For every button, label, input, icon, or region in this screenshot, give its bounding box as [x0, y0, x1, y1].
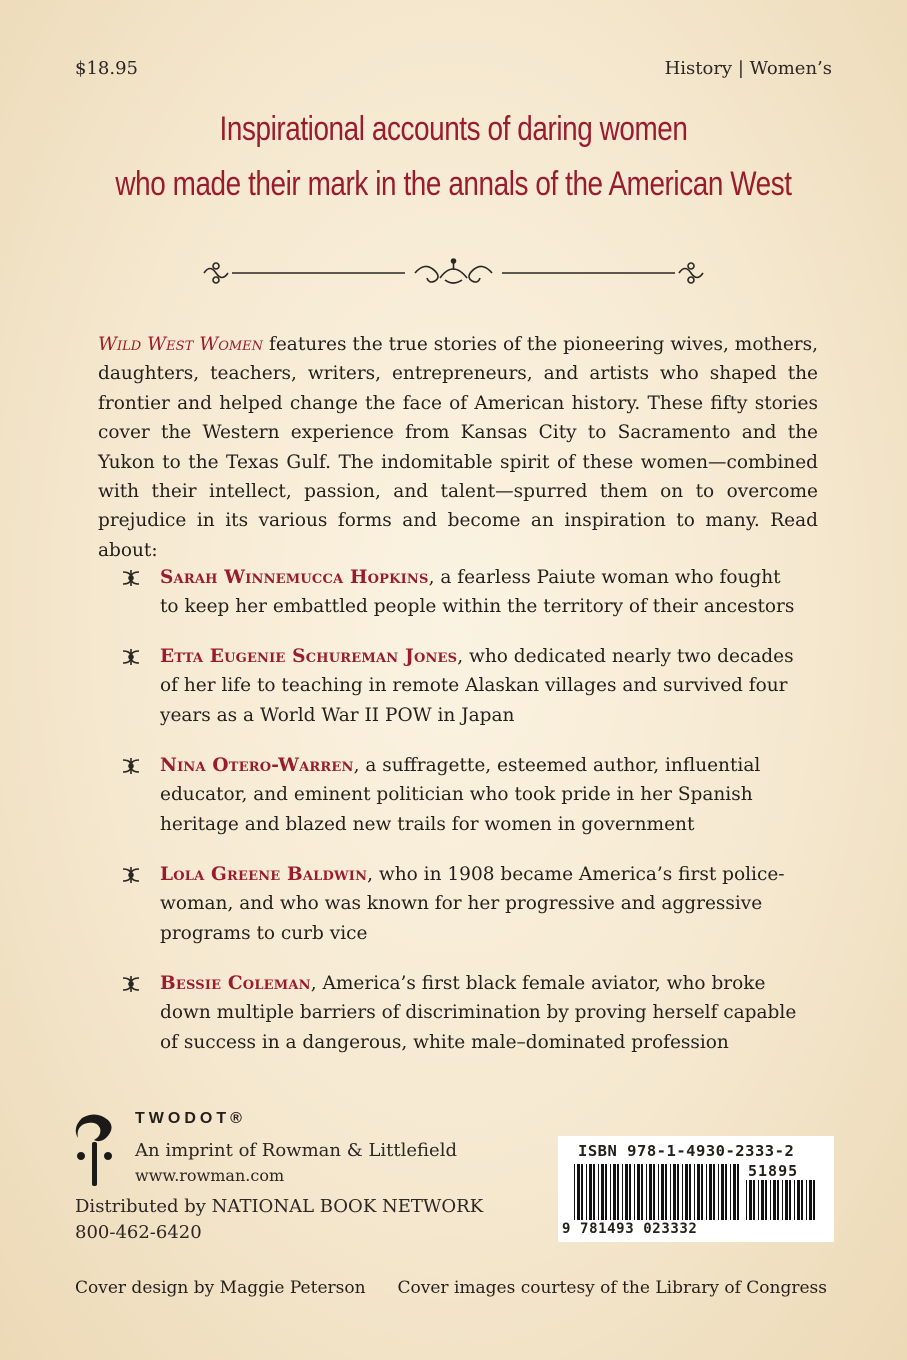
- woman-name: Bessie Coleman: [160, 973, 311, 994]
- fleuron-bullet-icon: [120, 567, 142, 589]
- twodot-logo-icon: [72, 1112, 118, 1190]
- intro-paragraph: [98, 330, 818, 565]
- cover-images-credit: Cover images courtesy of the Library of Congress: [397, 1278, 827, 1298]
- woman-name: Etta Eugenie Schureman Jones: [160, 646, 458, 667]
- ornamental-divider-icon: [200, 258, 707, 288]
- fleuron-bullet-icon: [120, 973, 142, 995]
- price-label: $18.95: [75, 58, 138, 79]
- list-item: [120, 969, 800, 1057]
- fleuron-bullet-icon: [120, 864, 142, 886]
- list-item: [120, 563, 800, 622]
- distributor-label: Distributed by NATIONAL BOOK NETWORK: [75, 1196, 484, 1217]
- woman-description: , a fearless Paiute woman who fought to keep her embattled people within the territory of their ancestors: [160, 567, 795, 618]
- price-code-label: 51895: [748, 1162, 799, 1180]
- headline-line-1: Inspirational accounts of daring women: [219, 110, 688, 148]
- woman-name: Lola Greene Baldwin: [160, 864, 368, 885]
- woman-name: Sarah Winnemucca Hopkins: [160, 567, 429, 588]
- book-title: Wild West Women: [98, 334, 264, 355]
- woman-name: Nina Otero-Warren: [160, 755, 354, 776]
- woman-description: , a suffragette, esteemed author, influential educator, and eminent politician who took pride in her Spanish heritage and blazed new trails for women in government: [160, 755, 761, 835]
- isbn-label: ISBN 978-1-4930-2333-2: [578, 1142, 795, 1160]
- cover-design-credit: Cover design by Maggie Peterson: [75, 1278, 366, 1298]
- website-link[interactable]: www.rowman.com: [135, 1166, 285, 1185]
- fleuron-bullet-icon: [120, 755, 142, 777]
- phone-number: 800-462-6420: [75, 1222, 202, 1243]
- woman-description: , America’s first black female aviator, who broke down multiple barriers of discrimination by proving herself capable of success in a dangerous, white male–dominated profession: [160, 973, 797, 1053]
- category-label: History | Women’s: [664, 58, 832, 79]
- list-item: [120, 642, 800, 730]
- price-barcode-bars: [746, 1180, 816, 1220]
- headline-line-2: who made their mark in the annals of the American West: [115, 165, 792, 203]
- intro-body: features the true stories of the pioneering wives, mothers, daughters, teachers, writers, entrepreneurs, and artists who shaped the frontier and helped change the face of American history. These fifty stories cover the Western experience from Kansas City to Sacramento and the Yukon to the Texas Gulf. The indomitable spirit of these women—combined with their intellect, passion, and talent—spurred them on to overcome prejudice in its various forms and become an inspiration to many. Read about:: [98, 334, 818, 561]
- list-item: [120, 751, 800, 839]
- list-item: [120, 860, 800, 948]
- barcode-digits: 9 781493 023332: [562, 1221, 698, 1237]
- woman-description: , who dedicated nearly two decades of her life to teaching in remote Alaskan villages and survived four years as a World War II POW in Japan: [160, 646, 794, 726]
- woman-description: , who in 1908 became America’s first policewoman, and who was known for her progressive and aggressive programs to curb vice: [160, 864, 785, 944]
- ean-barcode-bars: [574, 1164, 740, 1220]
- fleuron-bullet-icon: [120, 646, 142, 668]
- publisher-name: TWODOT®: [135, 1110, 246, 1127]
- imprint-label: An imprint of Rowman & Littlefield: [135, 1140, 457, 1161]
- barcode: [558, 1136, 834, 1242]
